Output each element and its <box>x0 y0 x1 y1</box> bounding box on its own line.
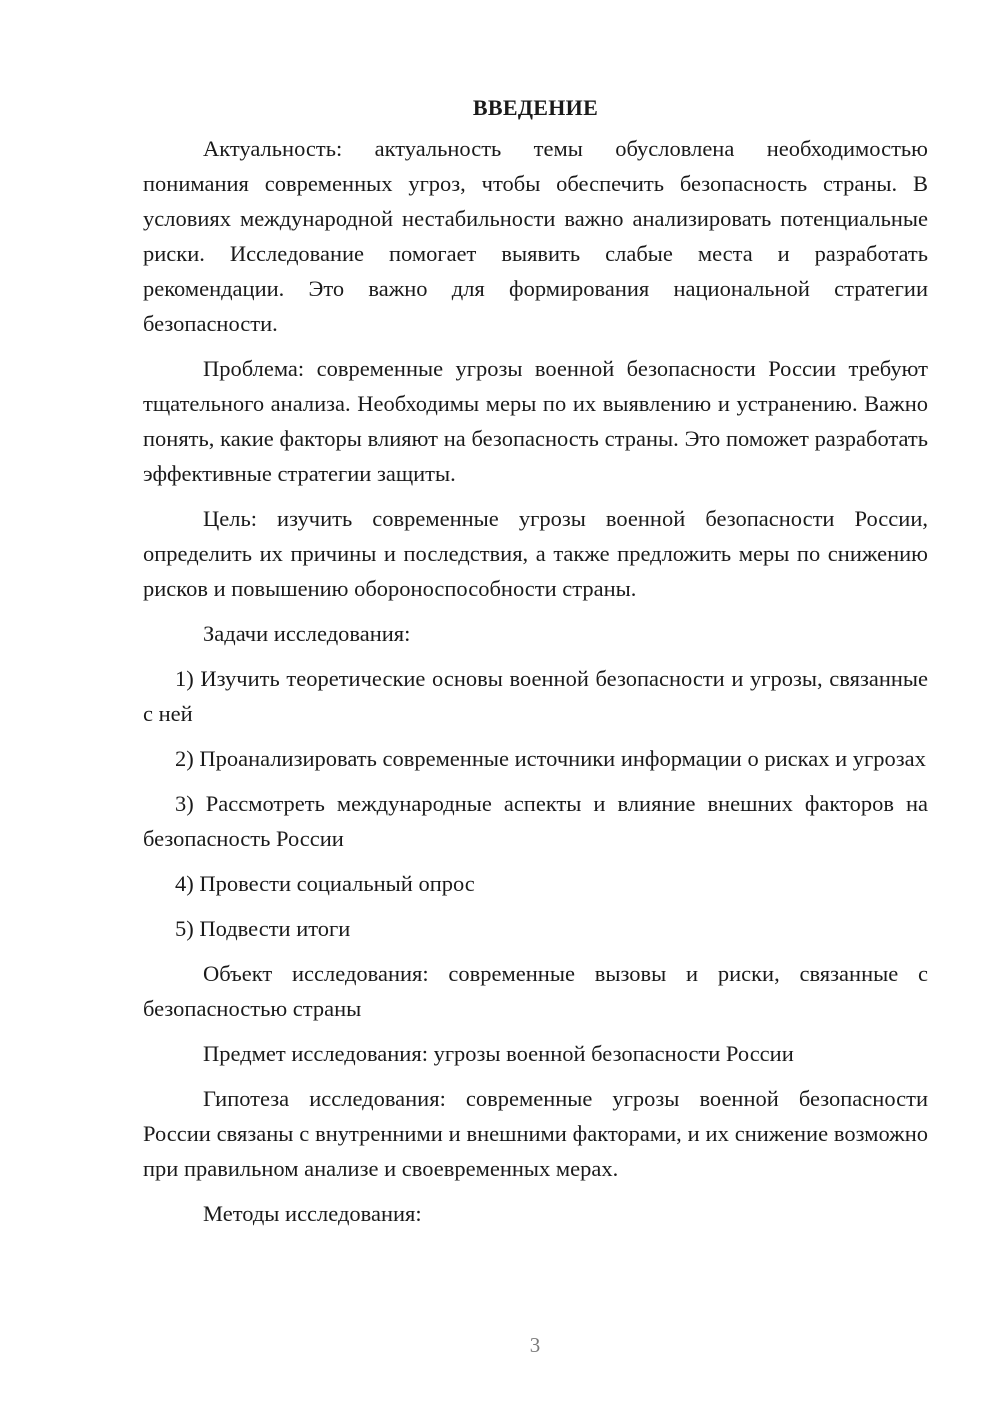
section-title: ВВЕДЕНИЕ <box>472 95 599 120</box>
task-item-4: 4) Провести социальный опрос <box>175 871 475 896</box>
paragraph-goal: Цель: изучить современные угрозы военной безопасности России, определить их причины и последствия, а также предложить меры по снижению рисков и повышению обороноспособности страны. <box>143 506 928 601</box>
paragraph-subject: Предмет исследования: угрозы военной безопасности России <box>203 1041 794 1066</box>
paragraph-hypothesis: Гипотеза исследования: современные угрозы военной безопасности России связаны с внутренними и внешними факторами, и их снижение возможно при правильном анализе и своевременных мерах. <box>143 1086 928 1181</box>
paragraph-problem: Проблема: современные угрозы военной безопасности России требуют тщательного анализа. Необходимы меры по их выявлению и устранению. Важно понять, какие факторы влияют на безопасность страны. Это поможет разработать эффективные стратегии защиты. <box>143 356 928 486</box>
paragraph-object: Объект исследования: современные вызовы и риски, связанные с безопасностью страны <box>143 961 928 1021</box>
paragraph-relevance: Актуальность: актуальность темы обусловлена необходимостью понимания современных угроз, чтобы обеспечить безопасность страны. В условиях международной нестабильности важно анализировать потенциальные риски. Исследование помогает выявить слабые места и разработать рекомендации. Это важно для формирования национальной стратегии безопасности. <box>143 136 928 336</box>
page-content <box>143 90 928 1241</box>
task-item-1: 1) Изучить теоретические основы военной безопасности и угрозы, связанные с ней <box>143 666 928 726</box>
task-item-2: 2) Проанализировать современные источники информации о рисках и угрозах <box>175 746 926 771</box>
methods-heading: Методы исследования: <box>203 1201 422 1226</box>
page-number: 3 <box>529 1333 541 1357</box>
task-item-5: 5) Подвести итоги <box>175 916 351 941</box>
tasks-heading: Задачи исследования: <box>203 621 411 646</box>
task-item-3: 3) Рассмотреть международные аспекты и влияние внешних факторов на безопасность России <box>143 791 928 851</box>
